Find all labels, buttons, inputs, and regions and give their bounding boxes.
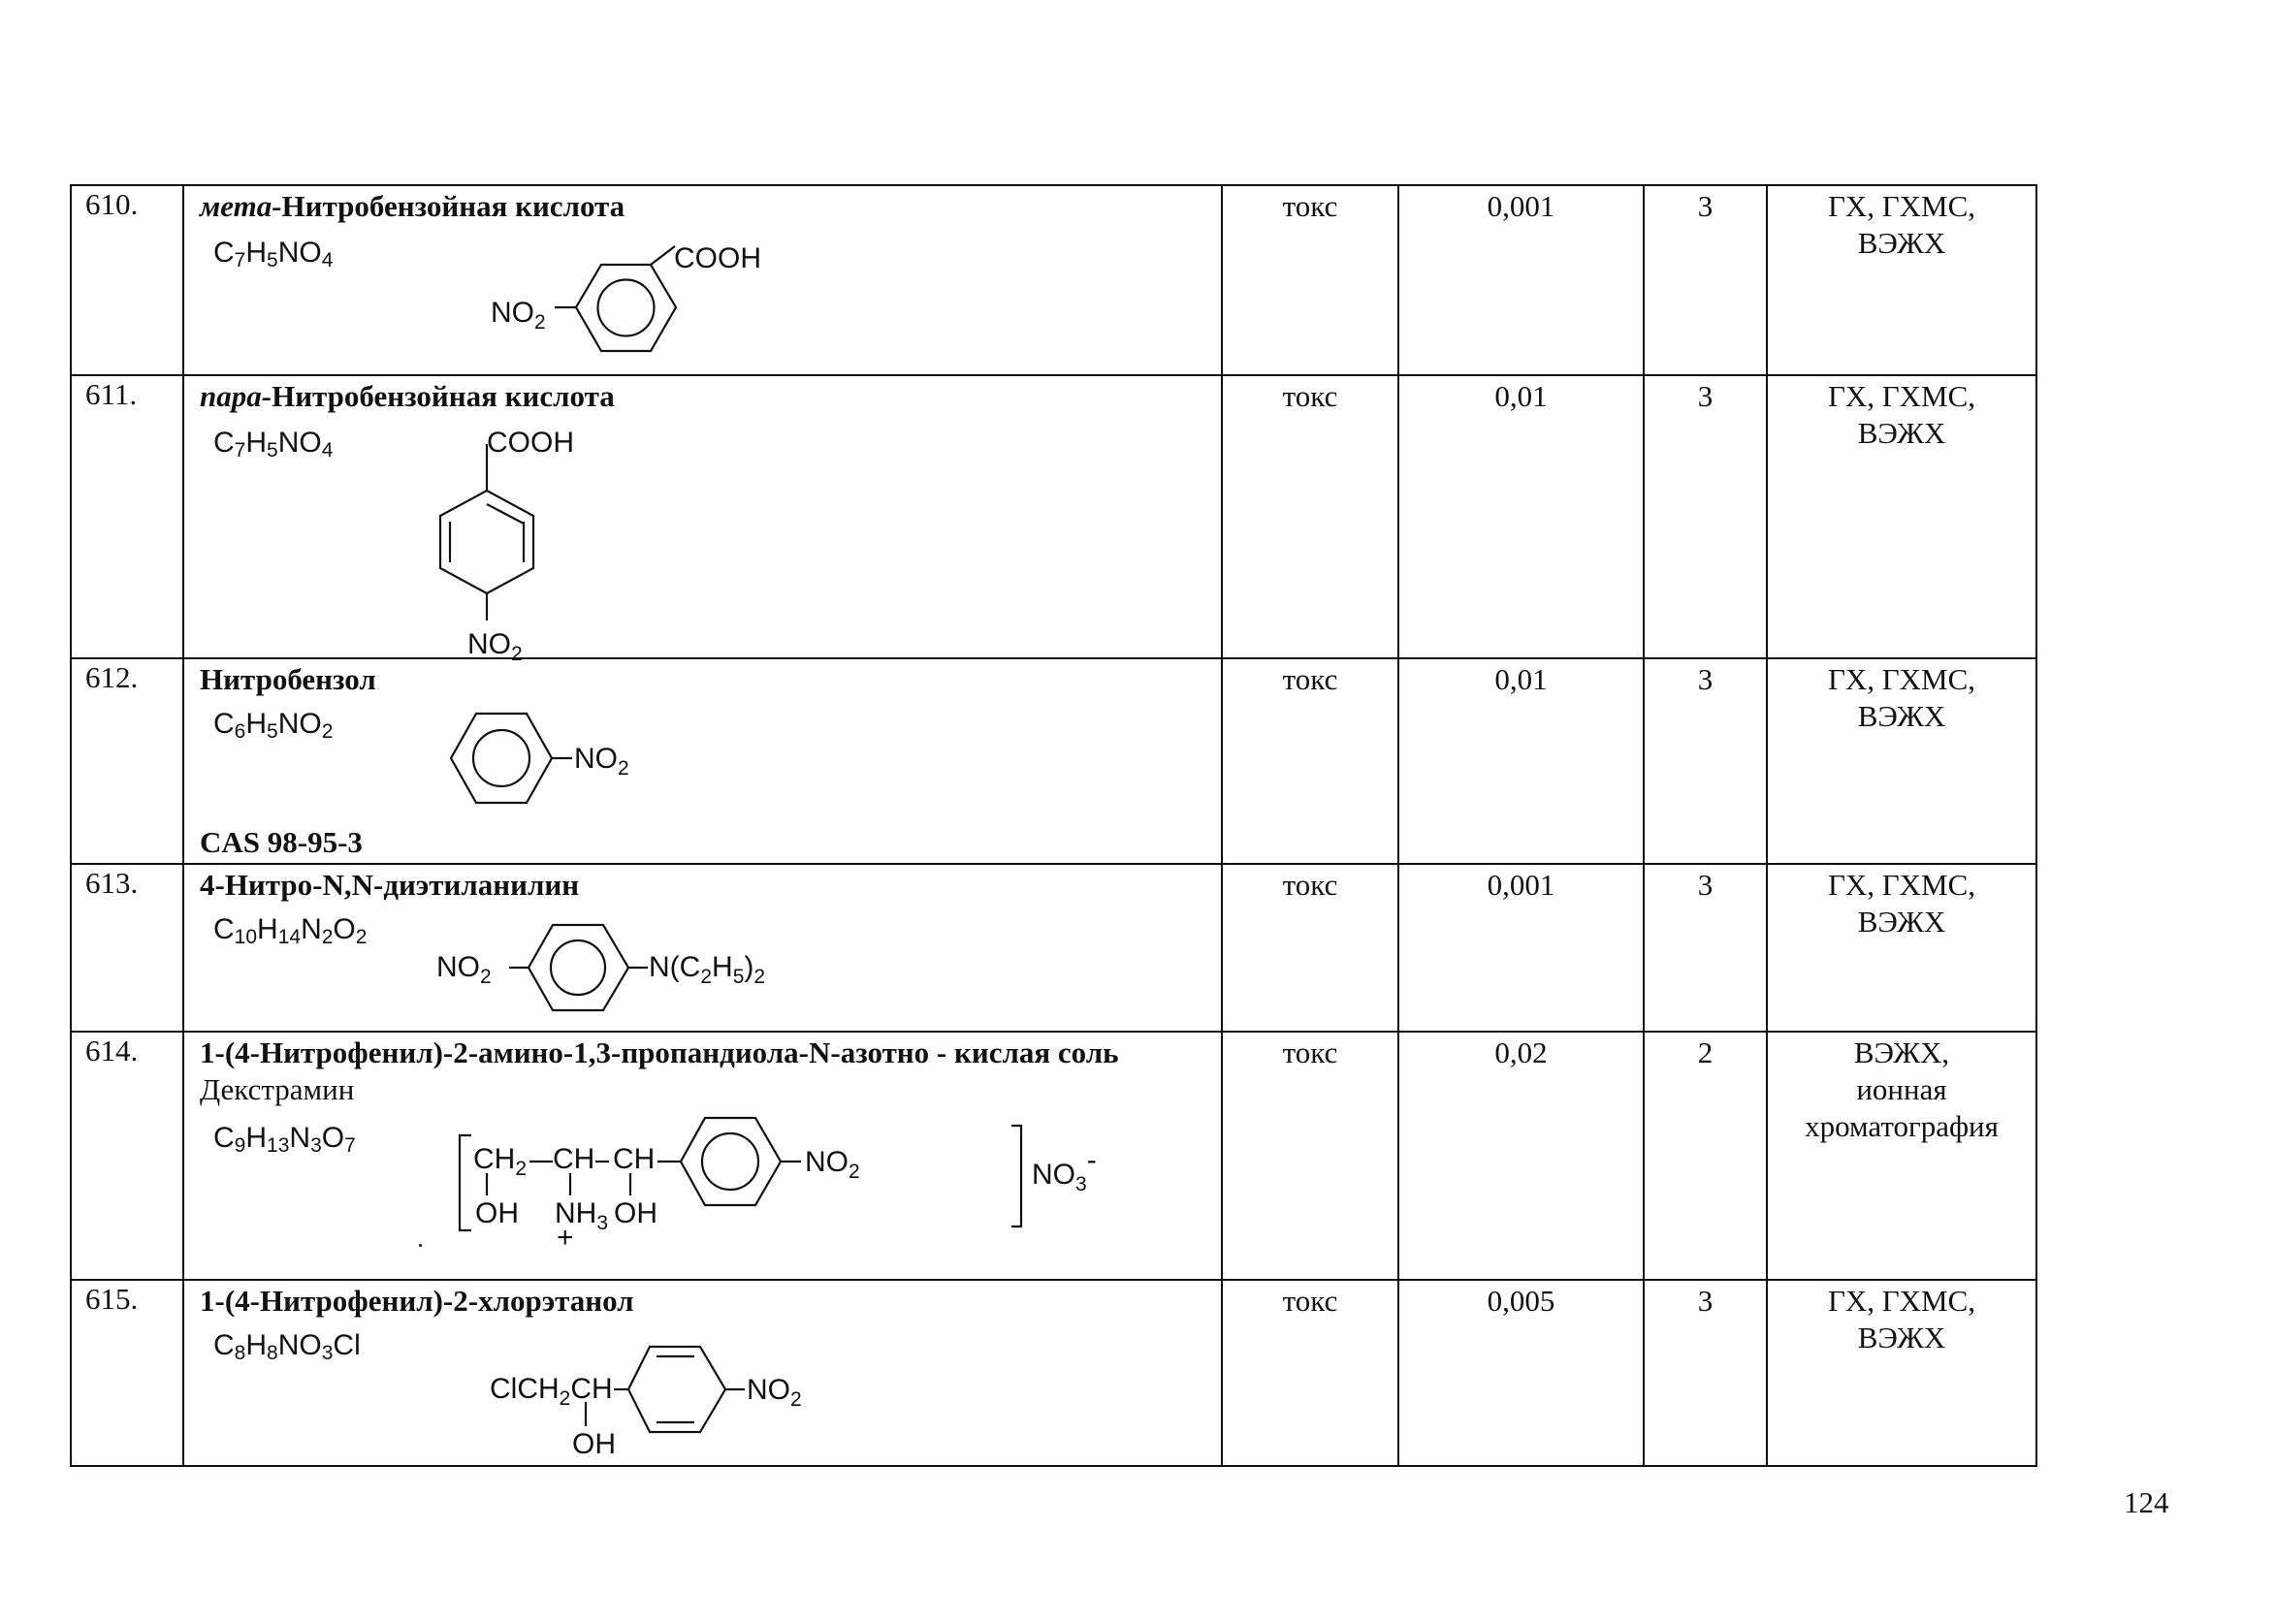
- table-row-615: [71, 1280, 2036, 1466]
- svg-text:NO2: $NO_2$: [467, 628, 523, 665]
- methods-cell: ГХ, ГХМС, ВЭЖХ: [1767, 1280, 2036, 1466]
- svg-text:CH: CH: [553, 1143, 595, 1175]
- table-row-613: [71, 864, 2036, 1032]
- svg-text:OH: OH: [572, 1428, 616, 1460]
- stray-mark: [419, 1244, 422, 1247]
- svg-text:OH: OH: [614, 1197, 657, 1229]
- row-number: 613.: [71, 864, 183, 1032]
- class-cell: 3: [1644, 1280, 1767, 1466]
- svg-text:NO3-: $NO_3-$: [1032, 1144, 1097, 1195]
- methods-cell: ГХ, ГХМС, ВЭЖХ: [1767, 375, 2036, 658]
- substances-table: [70, 184, 2037, 1467]
- svg-text:COOH: COOH: [487, 427, 574, 459]
- value-cell: 0,001: [1398, 864, 1644, 1032]
- svg-text:CH: CH: [613, 1143, 656, 1175]
- svg-text:N(C2H5)2: $N(C_2H_5)_2$: [649, 951, 766, 988]
- substance-cell: [183, 1280, 1222, 1466]
- row-number: 612.: [71, 658, 183, 864]
- table-row-612: [71, 658, 2036, 864]
- structural-formula: [184, 1033, 1221, 1281]
- svg-text:NO2: $NO_2$: [491, 297, 546, 334]
- structural-formula: [184, 865, 1221, 1033]
- molecular-formula: $C_8H_8NO_3Cl$: [213, 1329, 361, 1364]
- substance-name: 1-(4-Нитрофенил)-2-хлорэтанол: [200, 1284, 634, 1318]
- class-cell: 3: [1644, 375, 1767, 658]
- svg-text:NO2: $NO_2$: [436, 951, 492, 988]
- svg-text:ClCH2CH: ClCH$_2$CH: [490, 1373, 613, 1410]
- toxicity-cell: токс: [1222, 185, 1398, 375]
- toxicity-cell: токс: [1222, 864, 1398, 1032]
- value-cell: 0,005: [1398, 1280, 1644, 1466]
- substance-cell: [183, 1032, 1222, 1280]
- class-cell: 3: [1644, 658, 1767, 864]
- value-cell: 0,01: [1398, 375, 1644, 658]
- methods-cell: ГХ, ГХМС, ВЭЖХ: [1767, 864, 2036, 1032]
- svg-text:NO2: $NO_2$: [747, 1374, 802, 1411]
- molecular-formula: $C_9H_{13}N_3O_7$: [213, 1122, 356, 1157]
- substance-name: мета-Нитробензойная кислота: [200, 189, 625, 223]
- substance-cell: [183, 185, 1222, 375]
- substance-cell: [183, 864, 1222, 1032]
- value-cell: 0,02: [1398, 1032, 1644, 1280]
- molecular-formula: $C_7H_5NO_4$: [213, 237, 334, 271]
- toxicity-cell: токс: [1222, 1032, 1398, 1280]
- value-cell: 0,01: [1398, 658, 1644, 864]
- table-row-611: [71, 375, 2036, 658]
- svg-text:+: +: [557, 1222, 574, 1254]
- cas-number: CAS 98-95-3: [200, 825, 363, 859]
- row-number: 611.: [71, 375, 183, 658]
- svg-text:NO2: $NO_2$: [805, 1146, 860, 1183]
- toxicity-cell: токс: [1222, 1280, 1398, 1466]
- svg-text:NO2: $NO_2$: [574, 743, 629, 780]
- trade-name: Декстрамин: [200, 1072, 355, 1106]
- structural-formula: [184, 376, 1221, 665]
- molecular-formula: $C_{10}H_{14}N_2O_2$: [213, 913, 368, 948]
- class-cell: 3: [1644, 185, 1767, 375]
- svg-text:OH: OH: [475, 1197, 519, 1229]
- molecular-formula: $C_7H_5NO_4$: [213, 427, 334, 462]
- structural-formula: [184, 186, 1221, 376]
- page-number: 124: [2124, 1485, 2169, 1519]
- structural-formula: [184, 1281, 1221, 1467]
- table-row-614: [71, 1032, 2036, 1280]
- svg-text:NH3: $NH_3$: [555, 1197, 609, 1234]
- substance-name: Нитробензол: [200, 662, 376, 696]
- substance-name: 4-Нитро-N,N-диэтиланилин: [200, 868, 580, 902]
- svg-text:COOH: COOH: [674, 242, 761, 274]
- class-cell: 2: [1644, 1032, 1767, 1280]
- value-cell: 0,001: [1398, 185, 1644, 375]
- class-cell: 3: [1644, 864, 1767, 1032]
- molecular-formula: $C_6H_5NO_2$: [213, 708, 334, 743]
- substance-cell: [183, 658, 1222, 864]
- table-row-610: [71, 185, 2036, 375]
- svg-text:CH2: $CH_2$: [473, 1143, 528, 1180]
- toxicity-cell: токс: [1222, 375, 1398, 658]
- substance-name: 1-(4-Нитрофенил)-2-амино-1,3-пропандиола-N-азотно - кислая соль: [200, 1035, 1119, 1069]
- toxicity-cell: токс: [1222, 658, 1398, 864]
- row-number: 614.: [71, 1032, 183, 1280]
- row-number: 615.: [71, 1280, 183, 1466]
- substance-cell: [183, 375, 1222, 665]
- methods-cell: ВЭЖХ, ионная хроматография: [1767, 1032, 2036, 1280]
- substance-name: пара-Нитробензойная кислота: [200, 379, 615, 413]
- methods-cell: ГХ, ГХМС, ВЭЖХ: [1767, 185, 2036, 375]
- row-number: 610.: [71, 185, 183, 375]
- methods-cell: ГХ, ГХМС, ВЭЖХ: [1767, 658, 2036, 864]
